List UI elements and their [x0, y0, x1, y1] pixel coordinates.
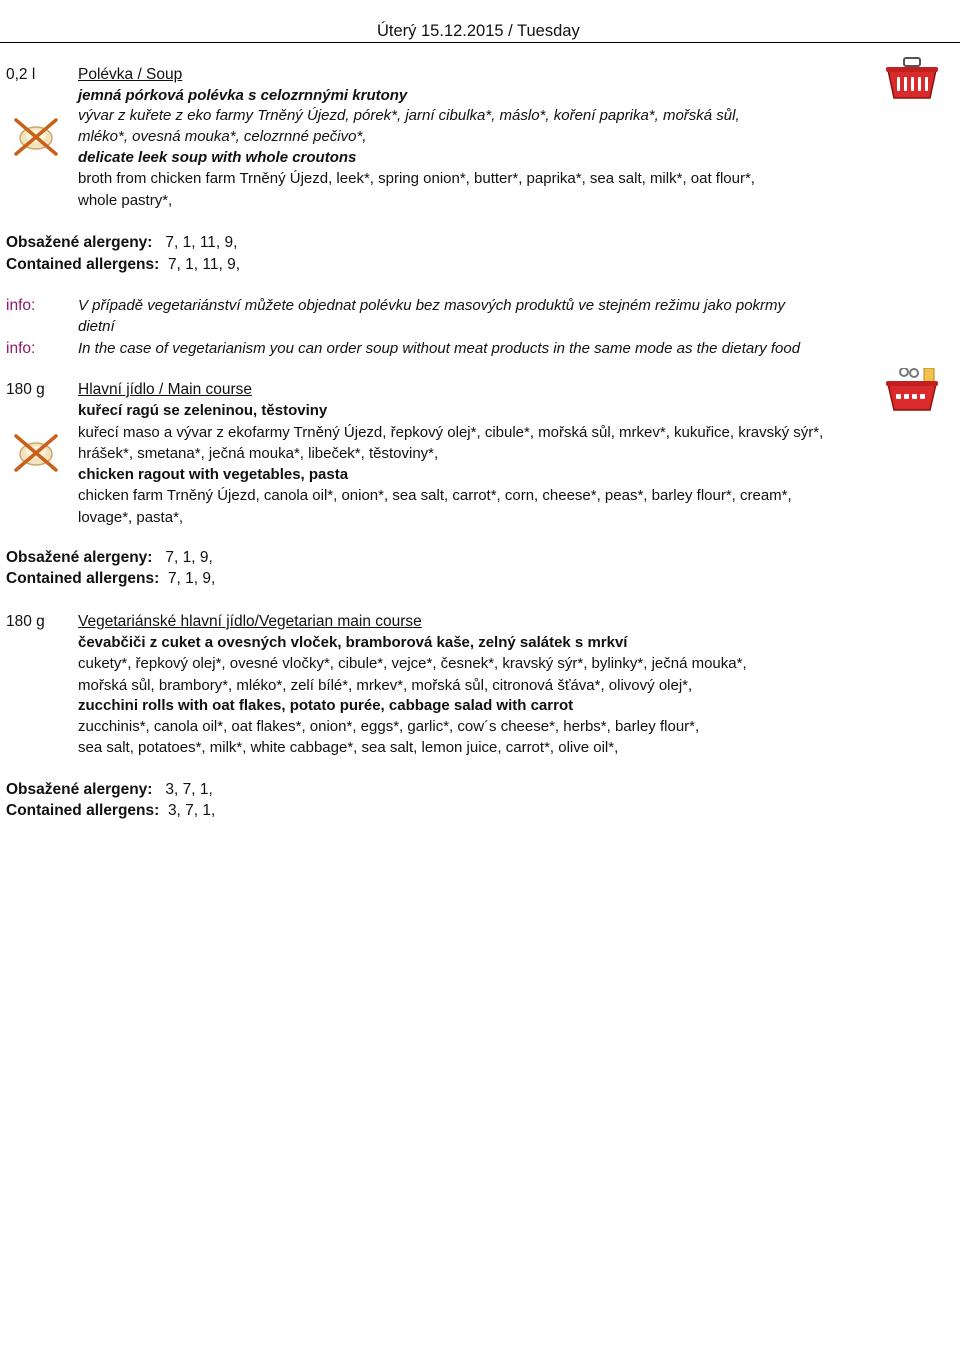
veg-name-cz: čevabčiči z cuket a ovesných vloček, bramborová kaše, zelný salátek s mrkví — [78, 634, 628, 651]
allergens-value: 3, 7, 1, — [165, 781, 213, 798]
soup-ingredients-en-2: whole pastry*, — [78, 192, 173, 209]
info-label-en: info: — [6, 340, 36, 357]
main-quantity: 180 g — [6, 381, 45, 398]
soup-allergens-en — [6, 256, 240, 274]
veg-title: Vegetariánské hlavní jídlo/Vegetarian main course — [78, 613, 422, 630]
allergens-label: Obsažené alergeny: — [6, 781, 153, 798]
allergens-label: Obsažené alergeny: — [6, 549, 153, 566]
allergens-label: Obsažené alergeny: — [6, 234, 153, 251]
allergens-value: 7, 1, 9, — [167, 570, 216, 587]
date-header: Úterý 15.12.2015 / Tuesday — [377, 22, 580, 40]
soup-title: Polévka / Soup — [78, 66, 183, 83]
veg-ingredients-cz-2: mořská sůl, brambory*, mléko*, zelí bílé*, mrkev*, mořská sůl, citronová šťáva*, olivový olej*, — [78, 677, 693, 694]
main-ingredients-cz-1: kuřecí maso a vývar z ekofarmy Trněný Újezd, řepkový olej*, cibule*, mořská sůl, mrkev*, kukuřice, kravský sýr*, — [78, 424, 824, 441]
main-ingredients-en-1: chicken farm Trněný Újezd, canola oil*, onion*, sea salt, carrot*, corn, cheese*, peas*, barley flour*, cream*, — [78, 487, 792, 504]
main-name-en: chicken ragout with vegetables, pasta — [78, 466, 349, 483]
soup-quantity: 0,2 l — [6, 66, 36, 83]
soup-ingredients-cz-2: mléko*, ovesná mouka*, celozrnné pečivo*, — [78, 128, 367, 145]
main-ingredients-cz-2: hrášek*, smetana*, ječná mouka*, libeček*, těstoviny*, — [78, 445, 439, 462]
veg-name-en: zucchini rolls with oat flakes, potato purée, cabbage salad with carrot — [78, 697, 574, 714]
info-label-cz: info: — [6, 297, 36, 314]
shopping-basket-icon[interactable] — [884, 56, 940, 102]
soup-name-cz: jemná pórková polévka s celozrnnými krutony — [78, 87, 408, 104]
soup-allergens-cz — [6, 234, 237, 252]
main-ingredients-en-2: lovage*, pasta*, — [78, 509, 184, 526]
veg-ingredients-cz-1: cukety*, řepkový olej*, ovesné vločky*, cibule*, vejce*, česnek*, kravský sýr*, bylinky*, ječná mouka*, — [78, 655, 747, 672]
veg-ingredients-en-2: sea salt, potatoes*, milk*, white cabbage*, sea salt, lemon juice, carrot*, olive oil*, — [78, 739, 619, 756]
main-allergens-cz — [6, 549, 213, 567]
allergens-label: Contained allergens: — [6, 570, 160, 587]
allergens-value: 7, 1, 11, 9, — [167, 256, 241, 273]
veg-allergens-cz — [6, 781, 213, 799]
no-bread-icon — [12, 430, 60, 474]
header-divider — [0, 42, 960, 43]
soup-name-en: delicate leek soup with whole croutons — [78, 149, 357, 166]
no-bread-icon — [12, 114, 60, 158]
allergens-label: Contained allergens: — [6, 802, 160, 819]
main-name-cz: kuřecí ragú se zeleninou, těstoviny — [78, 402, 328, 419]
veg-quantity: 180 g — [6, 613, 45, 630]
allergens-value: 7, 1, 11, 9, — [165, 234, 238, 251]
soup-ingredients-cz-1: vývar z kuřete z eko farmy Trněný Újezd, pórek*, jarní cibulka*, máslo*, koření paprika*, mořská sůl, — [78, 107, 740, 124]
soup-ingredients-en-1: broth from chicken farm Trněný Újezd, leek*, spring onion*, butter*, paprika*, sea salt, milk*, oat flour*, — [78, 170, 755, 187]
veg-allergens-en — [6, 802, 215, 820]
main-title: Hlavní jídlo / Main course — [78, 381, 253, 398]
shopping-basket-icon[interactable] — [884, 368, 940, 414]
main-allergens-en — [6, 570, 215, 588]
info-text-cz-1: V případě vegetariánství můžete objednat polévku bez masových produktů ve stejném režimu jako pokrmy — [78, 297, 786, 314]
allergens-value: 3, 7, 1, — [167, 802, 216, 819]
allergens-value: 7, 1, 9, — [165, 549, 213, 566]
veg-ingredients-en-1: zucchinis*, canola oil*, oat flakes*, onion*, eggs*, garlic*, cow´s cheese*, herbs*, barley flour*, — [78, 718, 700, 735]
info-text-cz-2: dietní — [78, 318, 115, 335]
allergens-label: Contained allergens: — [6, 256, 160, 273]
info-text-en: In the case of vegetarianism you can order soup without meat products in the same mode as the dietary food — [78, 340, 801, 357]
